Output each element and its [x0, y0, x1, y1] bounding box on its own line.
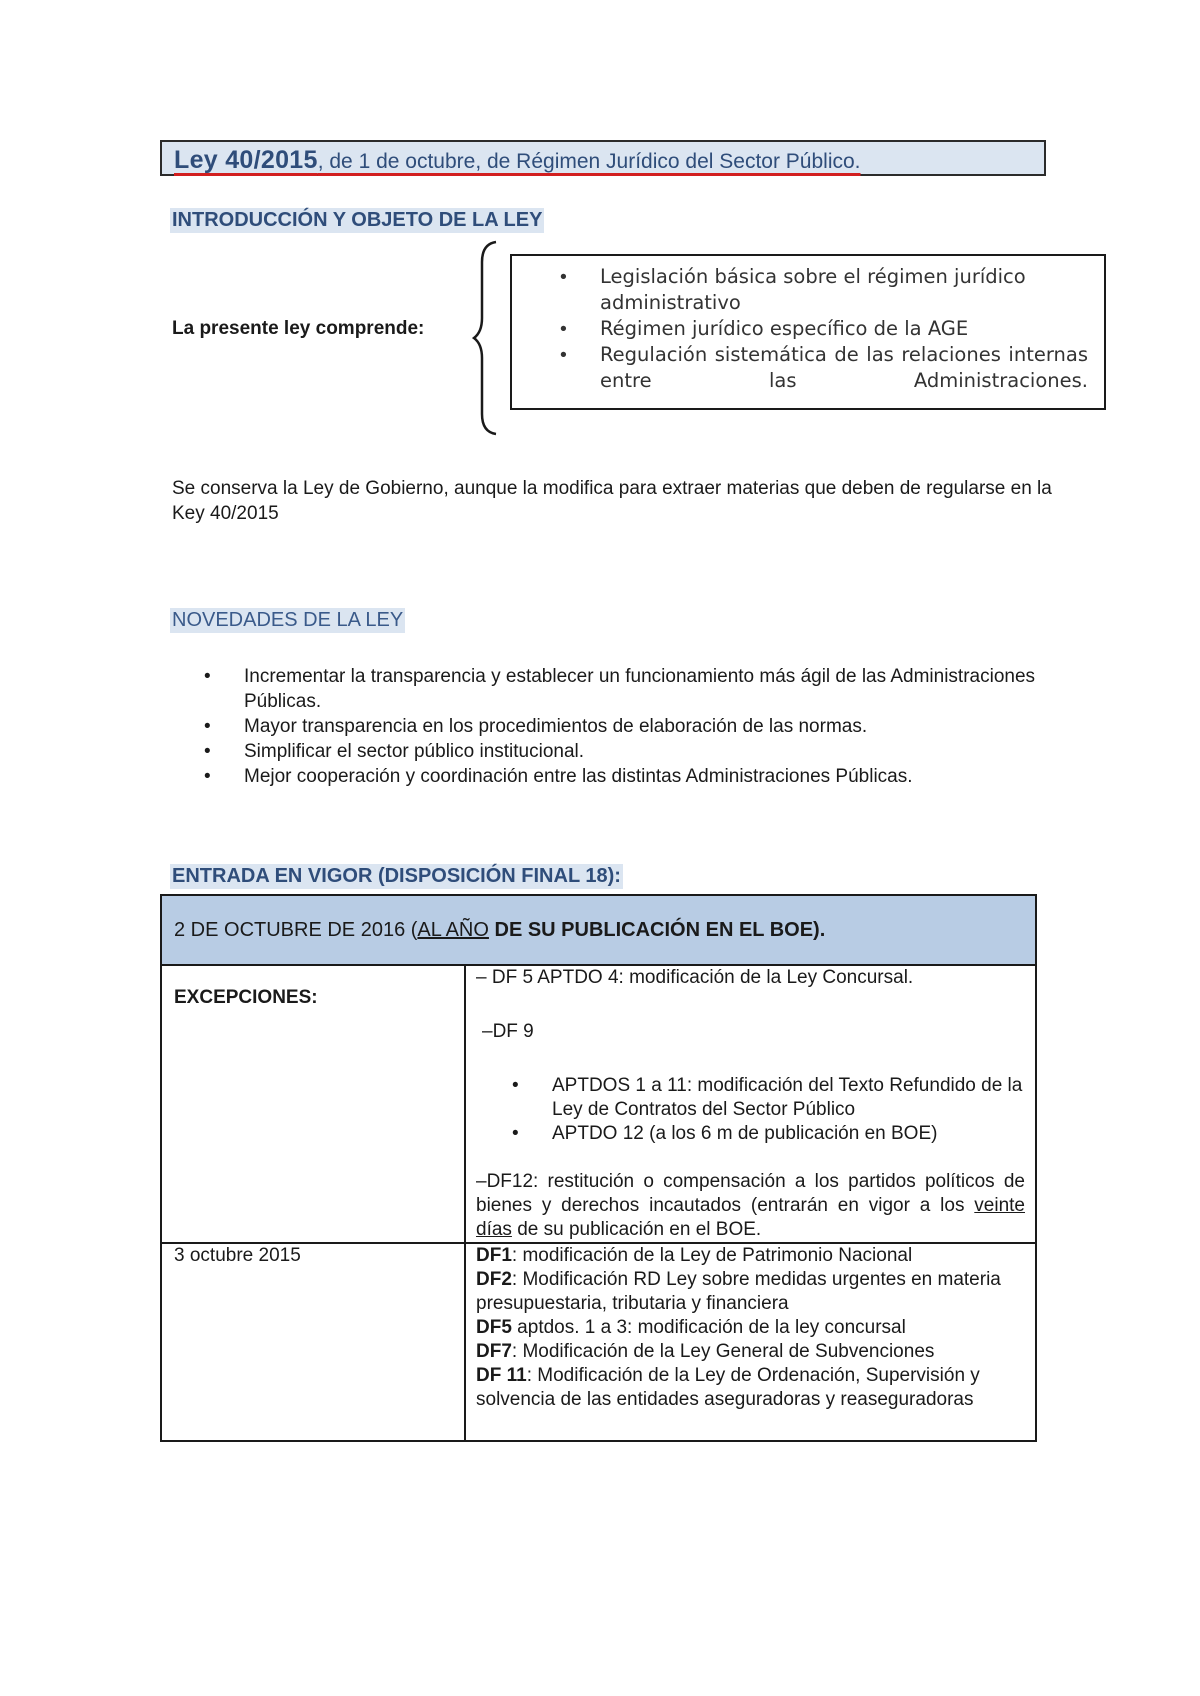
excepciones-label-cell — [161, 965, 465, 1243]
list-item: DF5 aptdos. 1 a 3: modificación de la ley concursal — [476, 1317, 906, 1338]
df12-paragraph: –DF12: restitución o compensación a los partidos políticos de bienes y derechos incautados (entrarán en vigor a los veinte días de su publicación en el BOE. — [476, 1171, 1025, 1240]
comprende-label: La presente ley comprende: — [172, 318, 425, 339]
comprende-box — [510, 254, 1106, 410]
excepciones-label: EXCEPCIONES: — [174, 987, 318, 1008]
list-item: • Régimen jurídico específico de la AGE — [512, 316, 1104, 342]
list-item: DF1: modificación de la Ley de Patrimonio Nacional — [476, 1245, 913, 1266]
title-rest: , de 1 de octubre, de Régimen Jurídico del Sector Público. — [317, 150, 861, 173]
list-item: • Regulación sistemática de las relaciones internas entre las Administraciones. — [512, 342, 1104, 394]
octubre-label-cell — [161, 1243, 465, 1441]
list-item: DF7: Modificación de la Ley General de Subvenciones — [476, 1341, 935, 1362]
octubre-label: 3 octubre 2015 — [174, 1245, 301, 1266]
list-item: • Mayor transparencia en los procedimientos de elaboración de las normas. — [172, 714, 1052, 739]
table-row — [161, 895, 1036, 965]
table-row — [161, 1243, 1036, 1441]
vigor-heading: ENTRADA EN VIGOR (DISPOSICIÓN FINAL 18): — [172, 865, 621, 887]
novedades-list — [172, 664, 1052, 789]
list-item: • APTDOS 1 a 11: modificación del Texto Refundido de la Ley de Contratos del Sector Público — [476, 1074, 1025, 1122]
list-item: • APTDO 12 (a los 6 m de publicación en BOE) — [476, 1122, 1025, 1146]
list-item: • Simplificar el sector público institucional. — [172, 739, 1052, 764]
document-title — [174, 146, 861, 175]
comprende-list — [512, 264, 1104, 394]
table-row — [161, 965, 1036, 1243]
vigor-header-cell: 2 DE OCTUBRE DE 2016 (AL AÑO DE SU PUBLICACIÓN EN EL BOE). — [161, 895, 1036, 965]
list-item: DF 11: Modificación de la Ley de Ordenación, Supervisión y solvencia de las entidades aseguradoras y reaseguradoras — [476, 1365, 980, 1410]
list-item: DF2: Modificación RD Ley sobre medidas urgentes en materia presupuestaria, tributaria y financiera — [476, 1269, 1001, 1314]
title-box — [160, 140, 1046, 176]
law-number: Ley 40/2015 — [174, 146, 318, 174]
conserva-paragraph: Se conserva la Ley de Gobierno, aunque la modifica para extraer materias que deben de regularse en la Key 40/2015 — [172, 478, 1052, 524]
octubre-content-cell — [465, 1243, 1036, 1441]
list-item: • Incrementar la transparencia y establecer un funcionamiento más ágil de las Administraciones Públicas. — [172, 664, 1052, 714]
excepciones-content-cell — [465, 965, 1036, 1243]
intro-heading: INTRODUCCIÓN Y OBJETO DE LA LEY — [172, 209, 543, 231]
novedades-heading: NOVEDADES DE LA LEY — [172, 609, 404, 631]
df9-line: –DF 9 — [482, 1021, 534, 1042]
list-item: • Mejor cooperación y coordinación entre las distintas Administraciones Públicas. — [172, 764, 1052, 789]
curly-brace-icon — [472, 240, 502, 436]
df9-list — [476, 1074, 1025, 1146]
vigor-table — [160, 894, 1037, 1442]
df5-line: – DF 5 APTDO 4: modificación de la Ley Concursal. — [476, 967, 914, 988]
list-item: • Legislación básica sobre el régimen jurídico administrativo — [512, 264, 1104, 316]
